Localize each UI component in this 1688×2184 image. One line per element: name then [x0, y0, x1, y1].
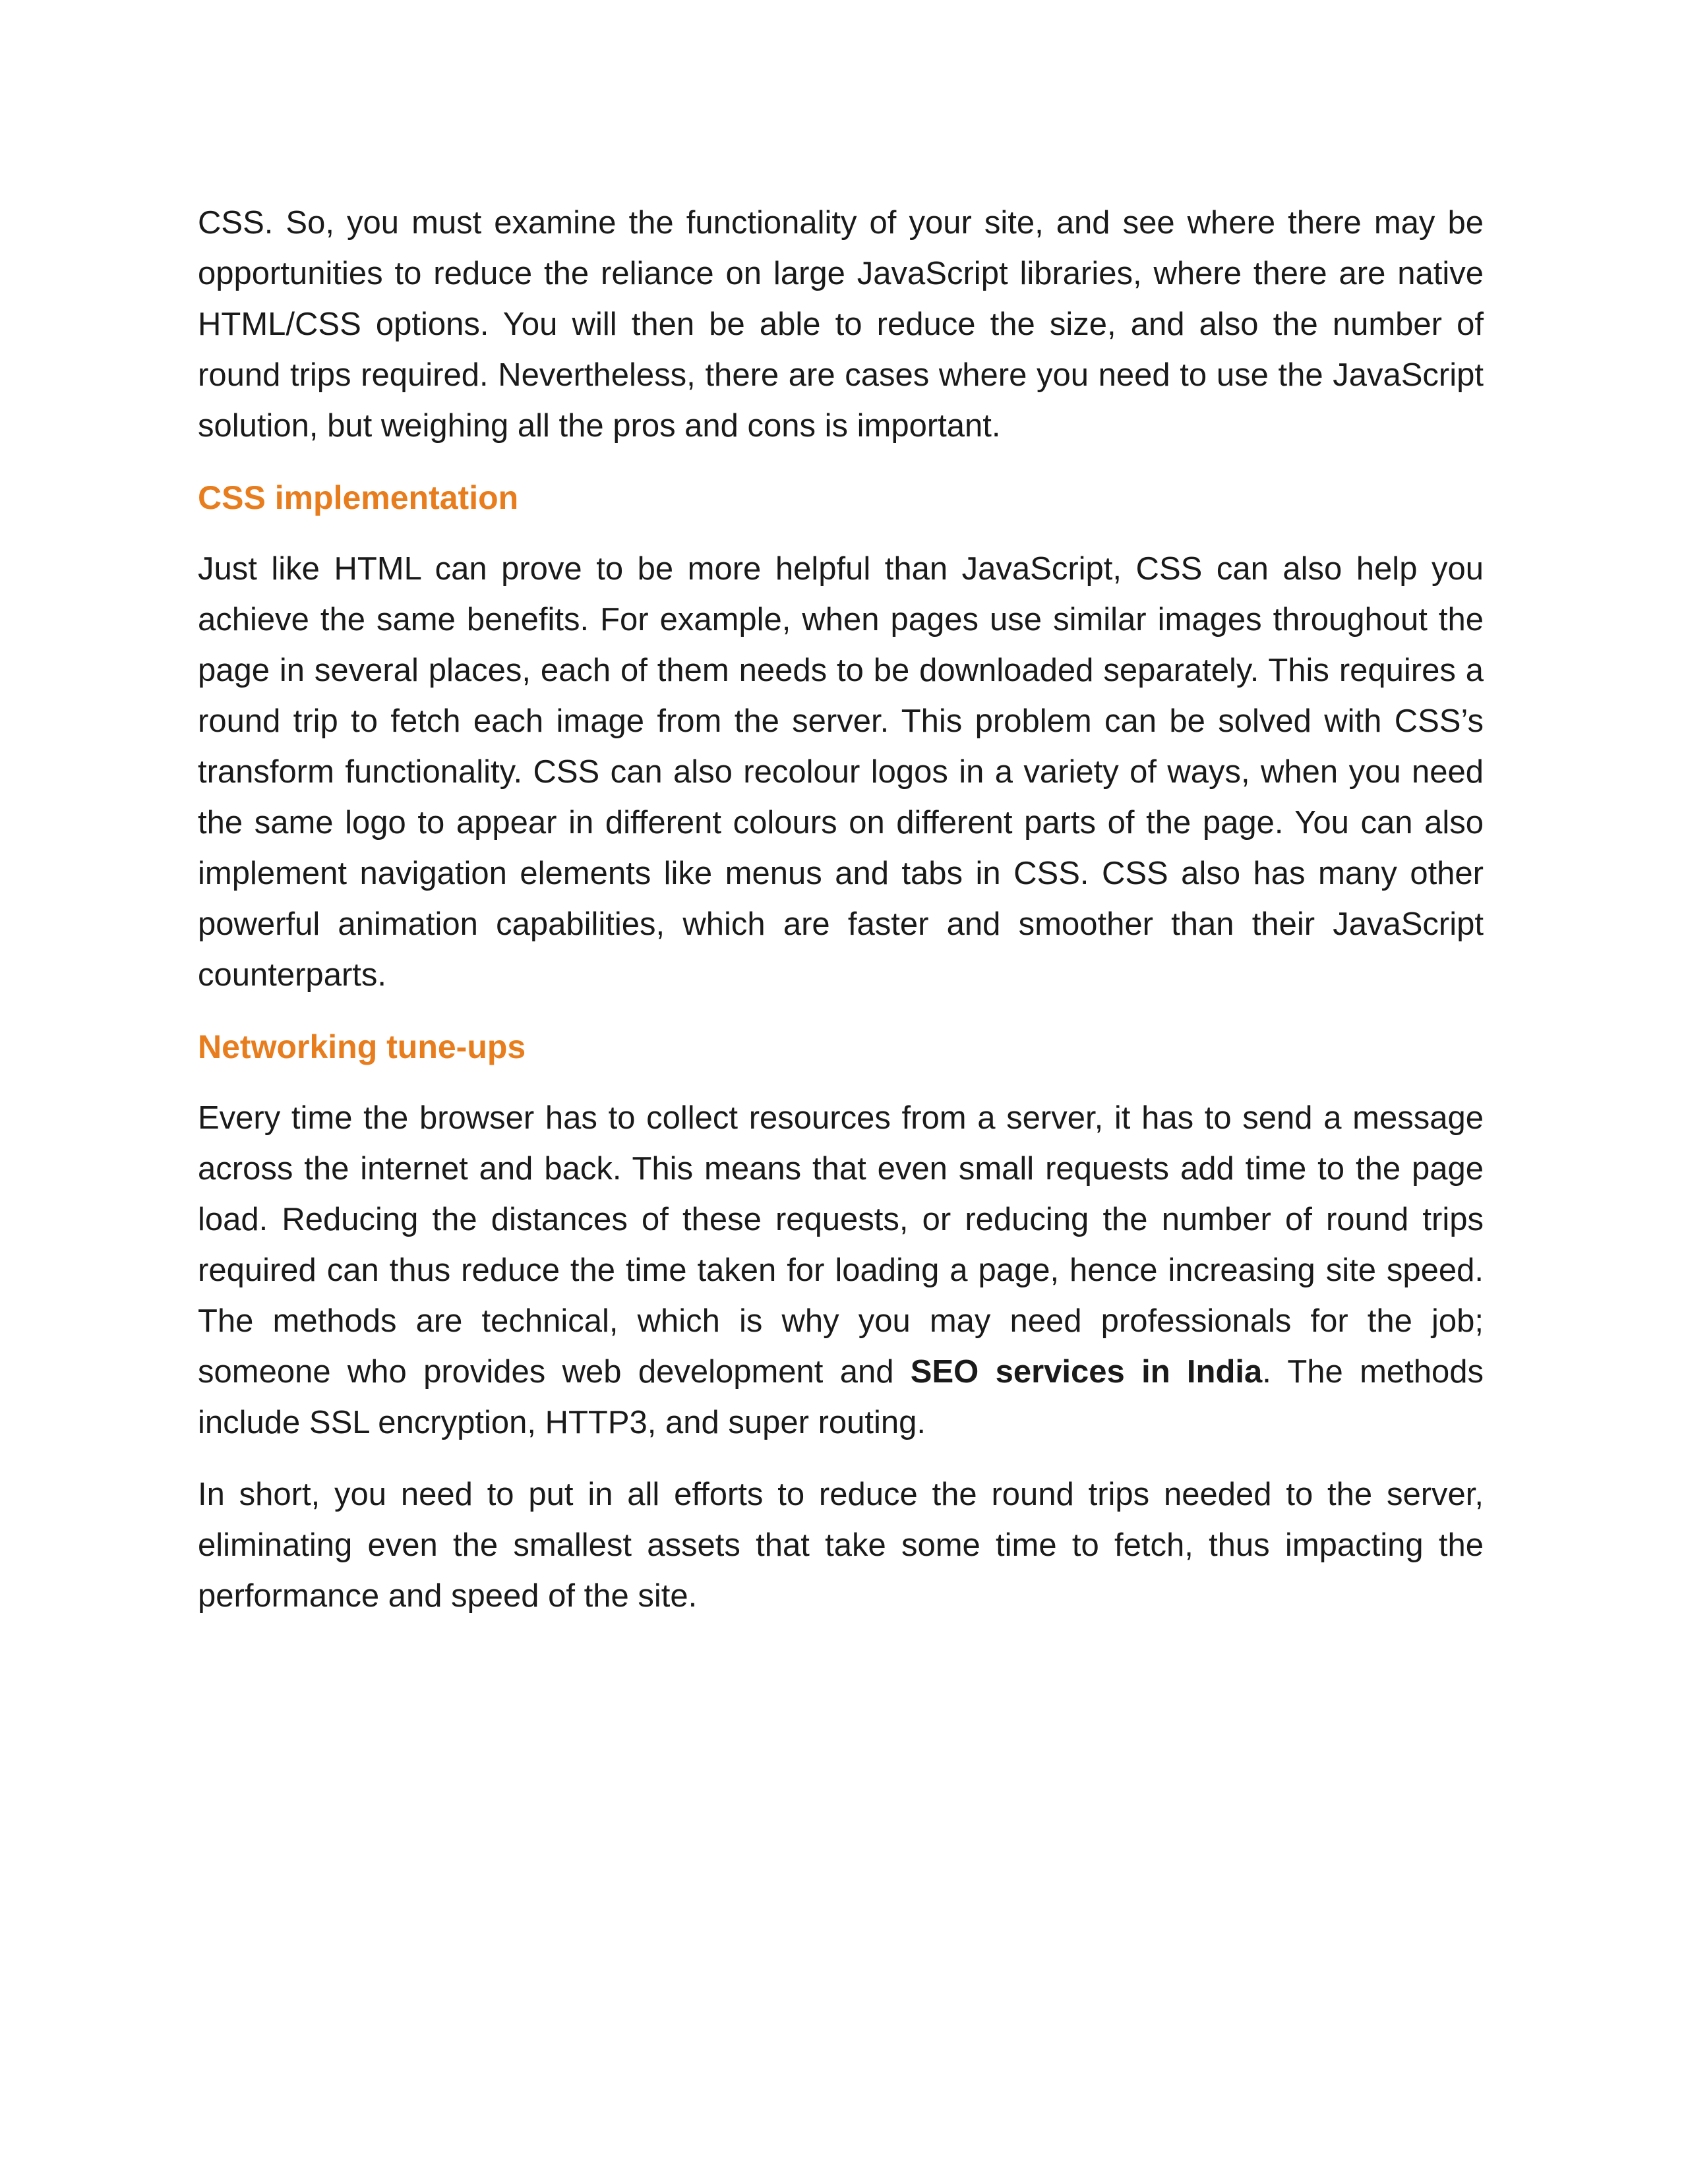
networking-text-part-1: Every time the browser has to collect resources from a server, it has to send a message across the internet and back. This means that even small requests add time to the page load. Reducing the distances of these requests, or reducing the number of round trips required can thus reduce the time taken for loading a page, hence increasing site speed. The methods are technical, which is why you may need professionals for the job; someone who provides web development and: [198, 1100, 1484, 1390]
seo-services-bold-text: SEO services in India: [910, 1354, 1263, 1390]
document-content: [198, 198, 1484, 1643]
section-heading-networking-tune-ups: Networking tune-ups: [198, 1028, 526, 1065]
intro-paragraph: CSS. So, you must examine the functionality of your site, and see where there may be opportunities to reduce the reliance on large JavaScript libraries, where there are native HTML/CSS options. You will then be able to reduce the size, and also the number of round trips required. Nevertheless, there are cases where you need to use the JavaScript solution, but weighing all the pros and cons is important.: [198, 205, 1484, 444]
section-heading-css-implementation: CSS implementation: [198, 479, 519, 516]
networking-tune-ups-paragraph: [198, 1093, 1484, 1448]
css-implementation-paragraph: Just like HTML can prove to be more helpful than JavaScript, CSS can also help you achieve the same benefits. For example, when pages use similar images throughout the page in several places, each of them needs to be downloaded separately. This requires a round trip to fetch each image from the server. This problem can be solved with CSS’s transform functionality. CSS can also recolour logos in a variety of ways, when you need the same logo to appear in different colours on different parts of the page. You can also implement navigation elements like menus and tabs in CSS. CSS also has many other powerful animation capabilities, which are faster and smoother than their JavaScript counterparts.: [198, 551, 1484, 993]
networking-text-part-2: . The methods include SSL encryption, HTTP3, and super routing.: [198, 1354, 1484, 1440]
closing-paragraph: In short, you need to put in all efforts to reduce the round trips needed to the server, eliminating even the smallest assets that take some time to fetch, thus impacting the performance and speed of the site.: [198, 1477, 1484, 1614]
